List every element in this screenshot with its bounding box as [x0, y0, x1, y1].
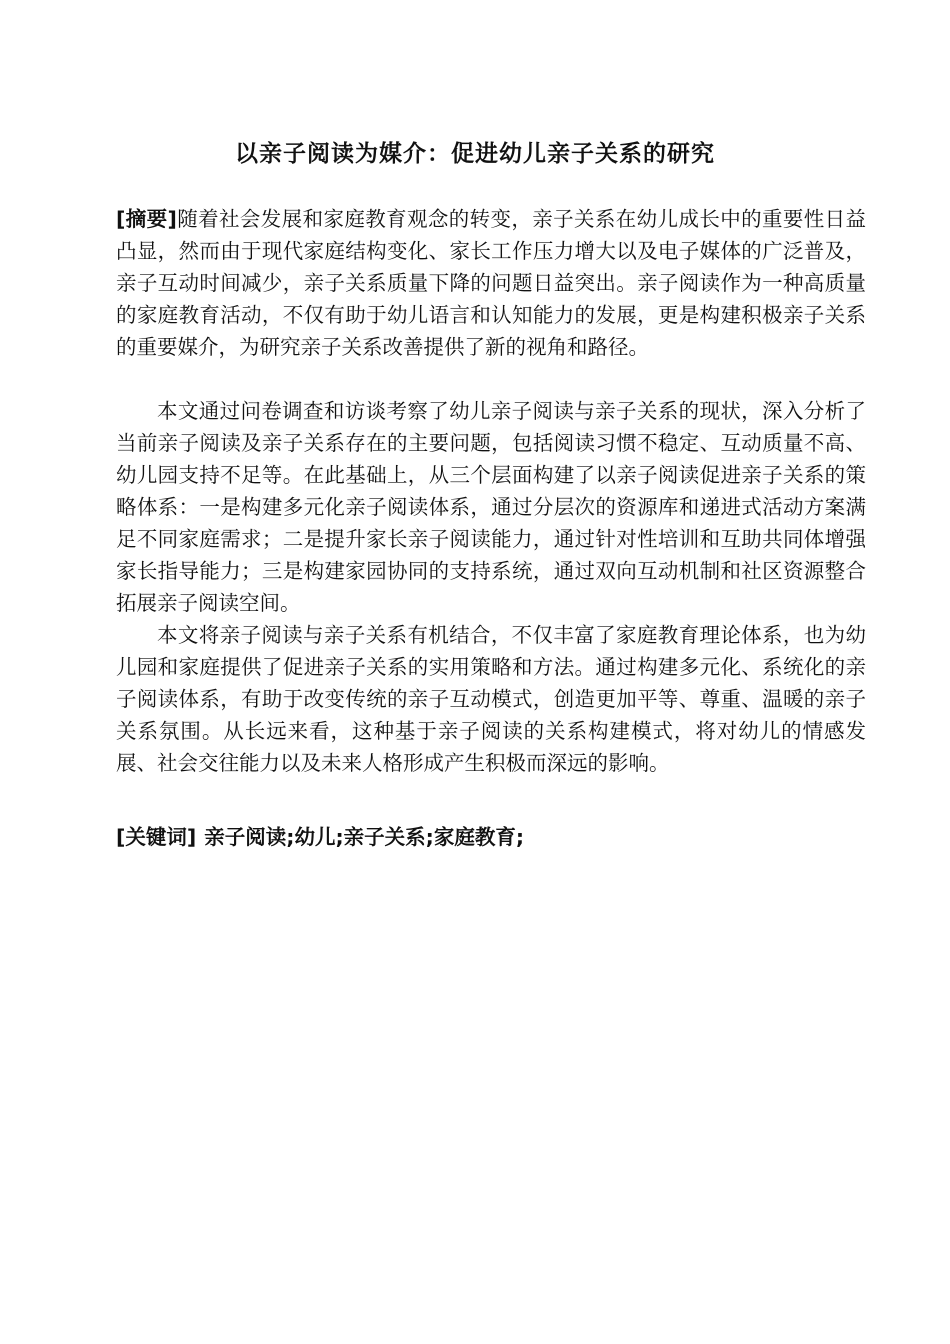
abstract-text: 随着社会发展和家庭教育观念的转变，亲子关系在幼儿成长中的重要性日益凸显，然而由于现代家庭结构变化、家长工作压力增大以及电子媒体的广泛普及，亲子互动时间减少，亲子关系质量下降的问题日益突出。亲子阅读作为一种高质量的家庭教育活动，不仅有助于幼儿语言和认知能力的发展，更是构建积极亲子关系的重要媒介，为研究亲子关系改善提供了新的视角和路径。 [116, 207, 866, 359]
keywords-line [116, 821, 866, 853]
paper-title: 以亲子阅读为媒介：促进幼儿亲子关系的研究 [235, 141, 715, 167]
keywords-text: 亲子阅读;幼儿;亲子关系;家庭教育; [204, 825, 525, 849]
body-paragraph-significance: 本文将亲子阅读与亲子关系有机结合，不仅丰富了家庭教育理论体系，也为幼儿园和家庭提供了促进亲子关系的实用策略和方法。通过构建多元化、系统化的亲子阅读体系，有助于改变传统的亲子互动模式，创造更加平等、尊重、温暖的亲子关系氛围。从长远来看，这种基于亲子阅读的关系构建模式，将对幼儿的情感发展、社会交往能力以及未来人格形成产生积极而深远的影响。 [116, 623, 866, 775]
abstract-paragraph [116, 203, 866, 363]
keywords-label: [关键词] [116, 825, 197, 849]
body-paragraph-methods: 本文通过问卷调查和访谈考察了幼儿亲子阅读与亲子关系的现状，深入分析了当前亲子阅读及亲子关系存在的主要问题，包括阅读习惯不稳定、互动质量不高、幼儿园支持不足等。在此基础上，从三个层面构建了以亲子阅读促进亲子关系的策略体系：一是构建多元化亲子阅读体系，通过分层次的资源库和递进式活动方案满足不同家庭需求；二是提升家长亲子阅读能力，通过针对性培训和互助共同体增强家长指导能力；三是构建家园协同的支持系统，通过双向互动机制和社区资源整合拓展亲子阅读空间。 [116, 399, 866, 615]
abstract-label: [摘要] [116, 207, 177, 231]
